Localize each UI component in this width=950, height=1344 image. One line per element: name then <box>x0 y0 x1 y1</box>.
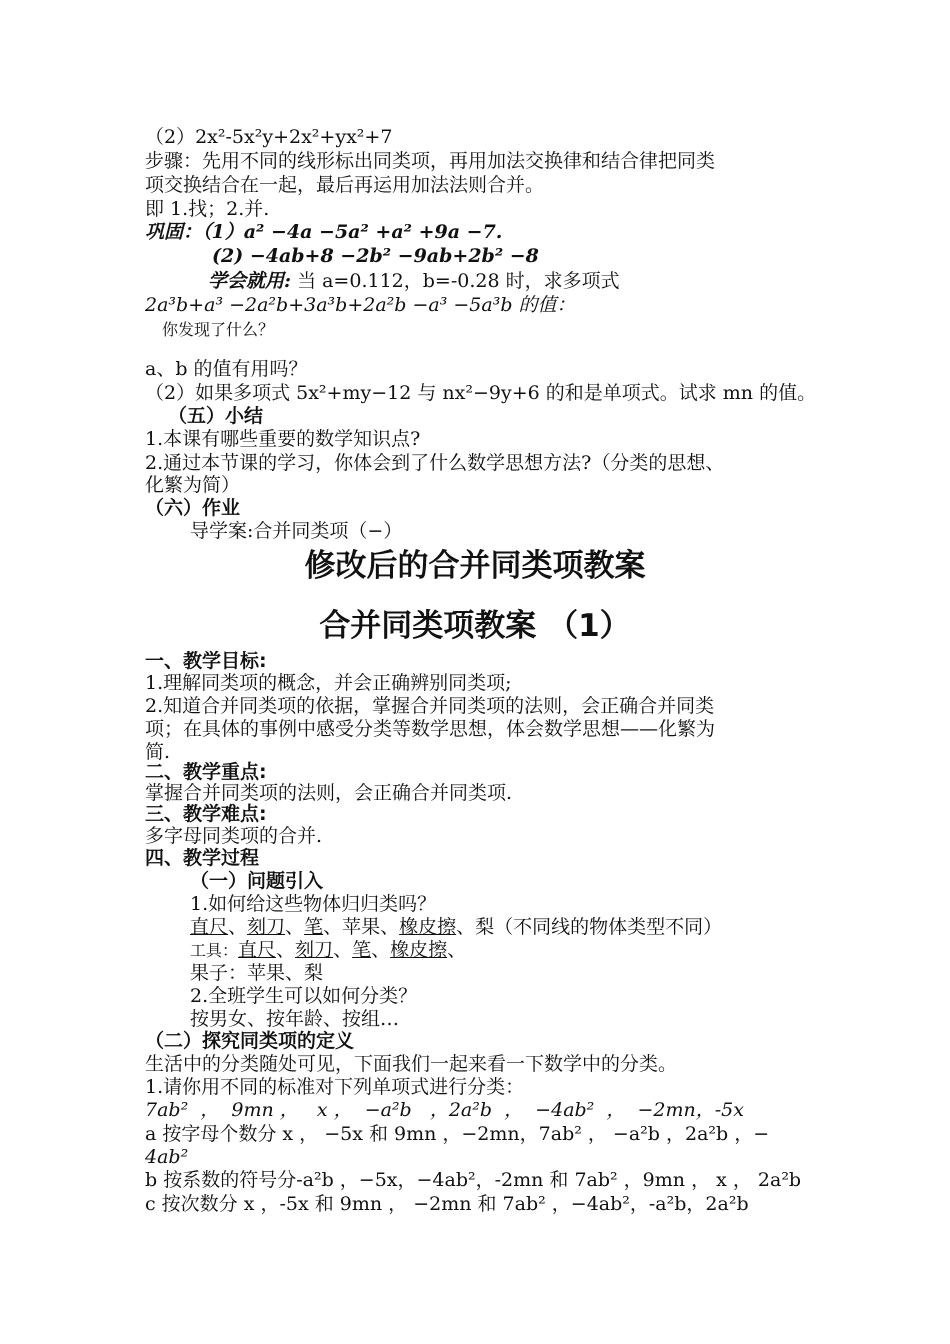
apply-line <box>208 270 620 293</box>
objects-list <box>190 916 722 939</box>
steps-line-2: 项交换结合在一起，最后再运用加法法则合并。 <box>145 174 545 196</box>
part-2-intro: 生活中的分类随处可见，下面我们一起来看一下数学中的分类。 <box>145 1053 678 1075</box>
mn-question: （2）如果多项式 5x²+my−12 与 nx²−9y+6 的和是单项式。试求 mn 的值。 <box>145 382 817 404</box>
separator: 、 <box>276 939 296 961</box>
exercise-2-line: （2）2x²-5x²y+2x²+yx²+7 <box>145 126 393 148</box>
discovery-question: 你发现了什么？ <box>162 320 275 339</box>
sub-title: 合并同类项教案 （1） <box>319 608 631 644</box>
objective-2-end: 简. <box>145 741 171 763</box>
summary-item-2-cont: 化繁为简） <box>145 474 241 496</box>
ab-question: a、b 的值有用吗？ <box>145 358 308 380</box>
classify-by-degree: c 按次数分 x ，-5x 和 9mn ， −2mn 和 7ab² ，−4ab²，-a²b，2a²b <box>145 1193 749 1215</box>
section-process-heading: 四、教学过程 <box>145 847 260 869</box>
tool-eraser: 橡皮擦 <box>390 939 448 961</box>
tools-list <box>190 939 466 962</box>
objective-1: 1.理解同类项的概念，并会正确辨别同类项; <box>145 672 512 694</box>
separator: 、 <box>228 916 248 938</box>
summary-item-1: 1.本课有哪些重要的数学知识点? <box>145 428 421 450</box>
part-1-question-1: 1.如何给这些物体归归类吗？ <box>190 893 437 915</box>
main-title: 修改后的合并同类项教案 <box>304 548 646 584</box>
section-objectives-heading: 一、教学目标: <box>145 650 267 672</box>
part-1-question-2: 2.全班学生可以如何分类？ <box>190 985 418 1007</box>
object-pear-note: 、梨（不同线的物体类型不同） <box>456 916 723 938</box>
difficulty-text: 多字母同类项的合并. <box>145 825 323 847</box>
part-1-heading: （一）问题引入 <box>190 870 324 892</box>
summary-heading: （五）小结 <box>168 405 264 427</box>
steps-summary: 即 1.找；2.并. <box>145 198 270 220</box>
part-2-heading: （二）探究同类项的定义 <box>145 1030 355 1052</box>
homework-item: 导学案:合并同类项（−） <box>190 520 403 542</box>
tools-label: 工具： <box>190 941 239 960</box>
steps-line-1: 步骤：先用不同的线形标出同类项，再用加法交换律和结合律把同类 <box>145 150 716 172</box>
apply-polynomial: 2a³b+a³ −2a²b+3a³b+2a²b −a³ −5a³b 的值： <box>145 294 576 316</box>
object-eraser: 橡皮擦 <box>399 916 457 938</box>
object-pen: 笔 <box>304 916 324 938</box>
apply-text: 当 a=0.112，b=-0.28 时，求多项式 <box>297 270 620 292</box>
section-difficulty-heading: 三、教学难点: <box>145 803 267 825</box>
keypoint-text: 掌握合并同类项的法则，会正确合并同类项. <box>145 782 513 804</box>
tool-knife: 刻刀 <box>295 939 334 961</box>
separator: 、 <box>333 939 353 961</box>
fruit-list: 果子：苹果、梨 <box>190 962 324 984</box>
practice-2: (2) −4ab+8 −2b² −9ab+2b² −8 <box>212 245 539 267</box>
practice-1: 巩固：（1）a² −4a −5a² +a² +9a −7. <box>145 221 503 243</box>
object-apple: 、苹果、 <box>323 916 400 938</box>
part-2-task: 1.请你用不同的标准对下列单项式进行分类： <box>145 1076 525 1098</box>
objective-2-cont: 项；在具体的事例中感受分类等数学思想，体会数学思想——化繁为 <box>145 718 716 740</box>
separator: 、 <box>371 939 391 961</box>
objective-2: 2.知道合并同类项的依据，掌握合并同类项的法则，会正确合并同类 <box>145 695 715 717</box>
classify-by-sign: b 按系数的符号分-a²b ，−5x，−4ab²，-2mn 和 7ab² ，9mn ， x ， 2a²b <box>145 1169 802 1191</box>
object-knife: 刻刀 <box>247 916 286 938</box>
monomial-list: 7ab² ， 9mn ， x ， −a²b ，2a²b ， −4ab² ， −2mn，-5x <box>145 1099 744 1121</box>
classify-by-letters-cont: 4ab² <box>145 1146 189 1168</box>
apply-label: 学会就用: <box>208 270 292 292</box>
separator: 、 <box>285 916 305 938</box>
classify-by-letters: a 按字母个数分 x ， −5x 和 9mn ，−2mn，7ab² ， −a²b ，2a²b ，− <box>145 1123 770 1145</box>
tool-ruler: 直尺 <box>238 939 277 961</box>
object-ruler: 直尺 <box>190 916 229 938</box>
summary-item-2: 2.通过本节课的学习，你体会到了什么数学思想方法?（分类的思想、 <box>145 452 725 474</box>
tool-pen: 笔 <box>352 939 372 961</box>
part-1-answer-2: 按男女、按年龄、按组… <box>190 1008 400 1030</box>
separator: 、 <box>447 939 467 961</box>
homework-heading: （六）作业 <box>145 497 241 519</box>
section-keypoint-heading: 二、教学重点: <box>145 761 267 783</box>
